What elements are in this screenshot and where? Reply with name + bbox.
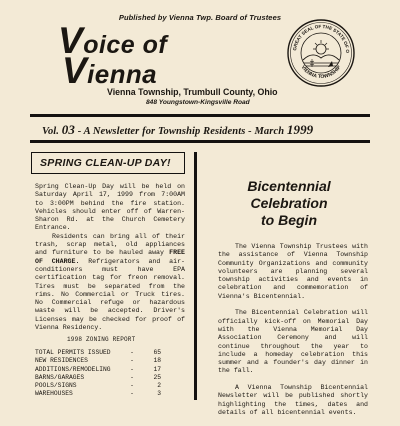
- zoning-report-table: [35, 349, 165, 399]
- column-divider: [194, 152, 197, 400]
- seal-top-text: GREAT SEAL OF THE STATE OF O: [292, 23, 351, 54]
- issue-line: [42, 122, 313, 138]
- volume-number: 03: [61, 122, 75, 137]
- zoning-report-title: 1998 ZONING REPORT: [67, 336, 136, 343]
- volume-prefix: Vol.: [42, 126, 62, 137]
- masthead-voice-initial: V: [58, 20, 84, 61]
- publisher-line: Published by Vienna Twp. Board of Trustees: [118, 13, 282, 22]
- bicentennial-headline-line-1: Bicentennial: [247, 178, 331, 194]
- zoning-row: NEW RESIDENCES - 18: [35, 357, 161, 365]
- zoning-label: TOTAL PERMITS ISSUED: [35, 349, 111, 356]
- zoning-row: WAREHOUSES - 3: [35, 390, 161, 398]
- zoning-value: 2: [157, 382, 161, 390]
- zoning-value: 3: [157, 390, 161, 398]
- spring-cleanup-para-1: Spring Clean-Up Day will be held on Saturday April 17, 1999 from 7:00AM to 3:00PM behind the fire station. Vehicles should enter off of Warren-Sharon Rd. at the Church Cemetery Entrance.: [35, 183, 185, 232]
- para-2-text-a: Residents can bring all of their trash, scrap metal, old appliances and furniture to be hauled away: [35, 232, 185, 257]
- zoning-label: POOLS/SIGNS: [35, 382, 77, 390]
- bicentennial-para-3: A Vienna Township Bicentennial Newsletter will be published shortly highlighting the times, dates and details of all bicentennial events.: [218, 384, 368, 416]
- seal-bottom-text: VIENNA TOWNSHIP: [299, 64, 343, 81]
- zoning-label: NEW RESIDENCES: [35, 357, 88, 365]
- spring-cleanup-article: [35, 183, 185, 332]
- bicentennial-headline: [208, 178, 370, 229]
- zoning-row: TOTAL PERMITS ISSUED - 65: [35, 349, 161, 356]
- seal-hills-icon: [303, 55, 339, 66]
- bicentennial-para-1: The Vienna Township Trustees with the assistance of Vienna Township Community Organizations and community volunteers are planning several township activities and events in celebration and commemoration of Vienna's Bicentennial.: [218, 243, 368, 300]
- seal-sun-icon: [313, 40, 329, 54]
- zoning-value: 65: [153, 349, 161, 356]
- zoning-label: BARNS/GARAGES: [35, 373, 85, 381]
- header-rule-bottom: [30, 140, 370, 143]
- zoning-value: 18: [153, 357, 161, 365]
- para-2-text-b: Refrigerators and air-conditioners must have EPA certification tag for freon removal. Tires must be separated from the rims. No Commercial or Truck tires. No Commercial refuge or hazardous waste will be accepted. Driver's Licenses may be checked for proof of Vienna Residency.: [35, 257, 185, 332]
- issue-subtitle: - A Newsletter for Township Residents - March: [74, 126, 287, 137]
- bicentennial-headline-line-3: to Begin: [261, 212, 317, 228]
- bicentennial-article: [218, 243, 368, 426]
- zoning-label: WAREHOUSES: [35, 390, 73, 398]
- bicentennial-para-2: The Bicentennial Celebration will officially kick-off on Memorial Day with the Vienna Memorial Day Association Ceremony and will continue throughout the year to include a homeday celebration this summer and a founder's day dinner in the fall.: [218, 309, 368, 375]
- issue-year: 1999: [286, 122, 314, 137]
- address-line: 848 Youngstown-Kingsville Road: [146, 99, 250, 106]
- bicentennial-headline-line-2: Celebration: [250, 195, 328, 211]
- masthead-voice-rest: oice of: [83, 31, 168, 59]
- zoning-value: 25: [153, 373, 161, 381]
- masthead-vienna-initial: V: [62, 50, 88, 91]
- zoning-value: 17: [153, 365, 161, 373]
- masthead-vienna-rest: ienna: [87, 59, 158, 89]
- masthead-vienna: [62, 50, 158, 91]
- township-line: Vienna Township, Trumbull County, Ohio: [107, 87, 278, 97]
- spring-cleanup-headline: SPRING CLEAN-UP DAY!: [40, 157, 171, 169]
- township-seal-logo: [286, 18, 356, 88]
- header-rule-top: [30, 114, 370, 117]
- free-of-charge-text: FREE OF CHARGE.: [35, 249, 185, 265]
- spring-cleanup-para-2: [35, 233, 185, 333]
- zoning-row: POOLS/SIGNS - 2: [35, 382, 161, 390]
- zoning-label: ADDITIONS/REMODELING: [35, 365, 111, 373]
- zoning-row: ADDITIONS/REMODELING - 17: [35, 365, 161, 373]
- zoning-row: BARNS/GARAGES - 25: [35, 373, 161, 381]
